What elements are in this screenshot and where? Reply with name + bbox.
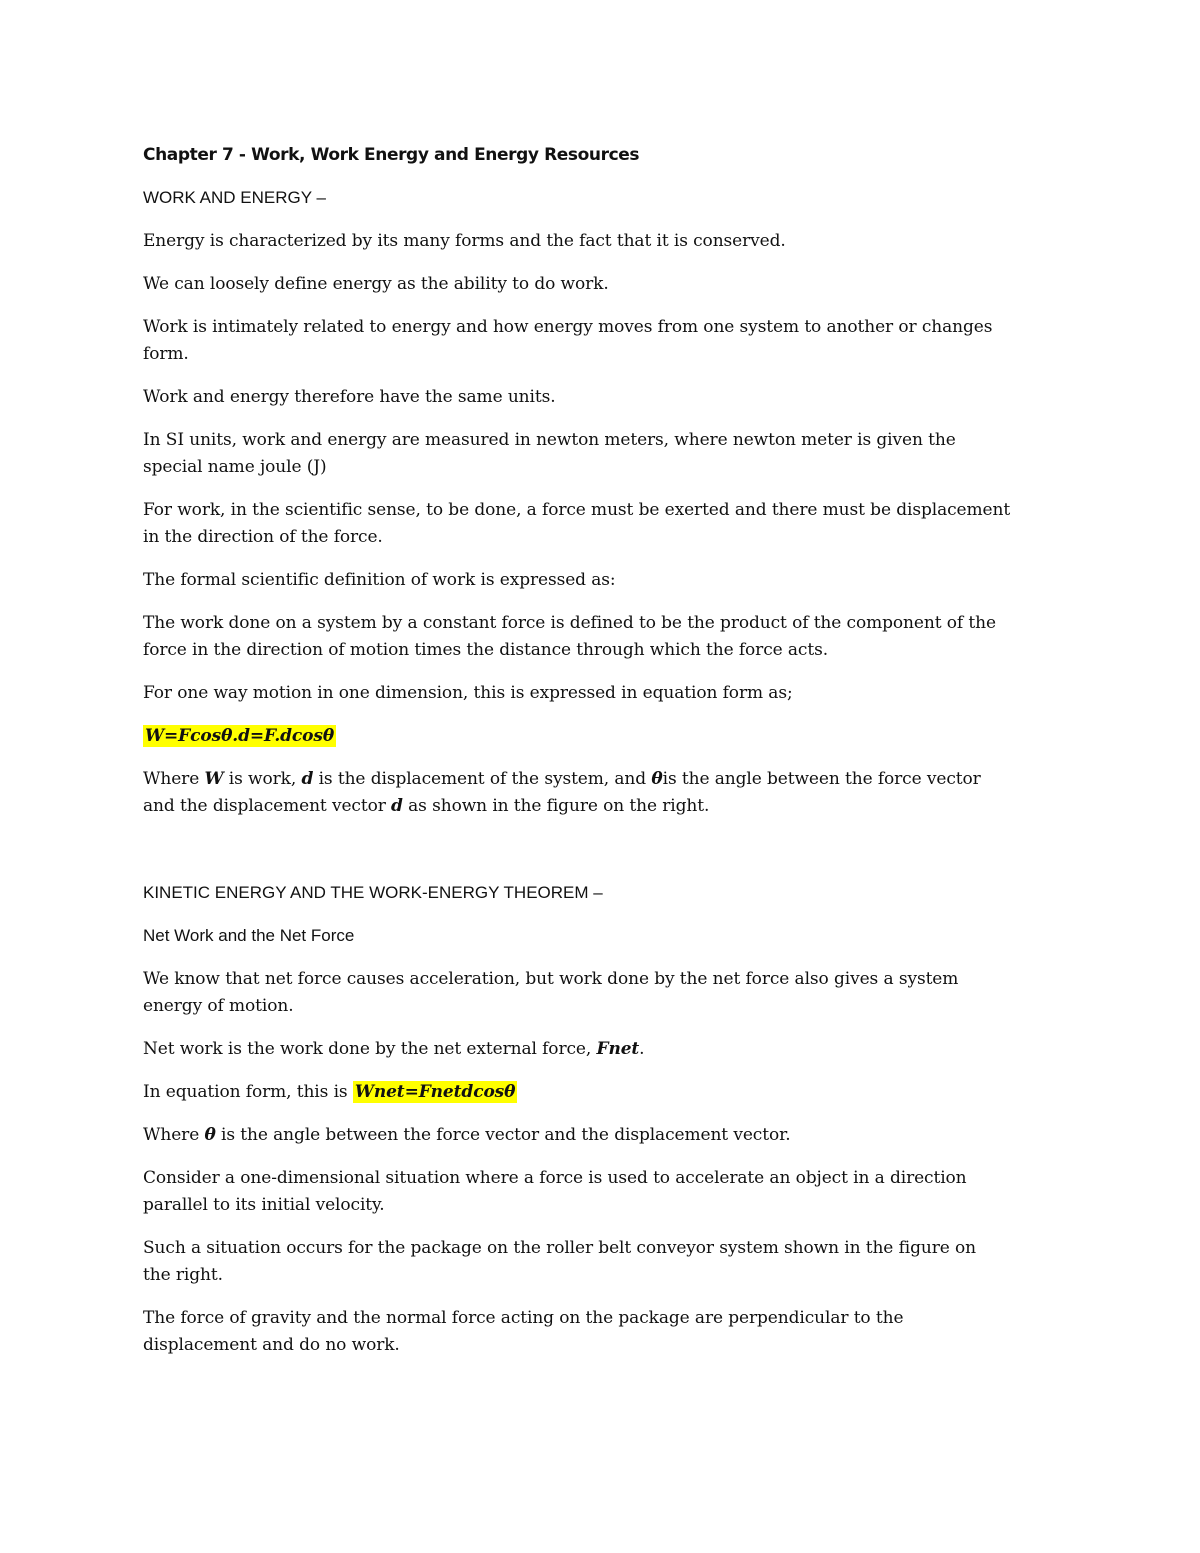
- paragraph: parallel to its initial velocity.: [143, 1195, 385, 1215]
- paragraph: Work and energy therefore have the same units.: [143, 387, 556, 407]
- paragraph: The work done on a system by a constant force is defined to be the product of the component of the: [143, 613, 996, 633]
- paragraph: Energy is characterized by its many forms and the fact that it is conserved.: [143, 231, 786, 251]
- paragraph: [143, 1125, 791, 1145]
- section-heading-kinetic-energy: KINETIC ENERGY AND THE WORK-ENERGY THEOREM –: [143, 883, 603, 902]
- math-symbol: θ: [651, 769, 663, 789]
- math-symbol: d: [391, 796, 403, 816]
- paragraph: We know that net force causes acceleration, but work done by the net force also gives a system: [143, 969, 959, 989]
- text-run: .: [639, 1039, 645, 1059]
- paragraph: force in the direction of motion times the distance through which the force acts.: [143, 640, 828, 660]
- paragraph: the right.: [143, 1265, 223, 1285]
- paragraph: [143, 1082, 517, 1102]
- text-run: and the displacement vector: [143, 796, 392, 816]
- text-run: is work,: [223, 769, 302, 789]
- paragraph: The force of gravity and the normal force acting on the package are perpendicular to the: [143, 1308, 904, 1328]
- text-run: Where: [143, 1125, 205, 1145]
- text-run: Net work is the work done by the net external force,: [143, 1039, 597, 1059]
- text-run: In equation form, this is: [143, 1082, 353, 1102]
- math-symbol: θ: [204, 1125, 216, 1145]
- paragraph: In SI units, work and energy are measured in newton meters, where newton meter is given the: [143, 430, 956, 450]
- text-run: is the angle between the force vector and the displacement vector.: [215, 1125, 791, 1145]
- section-heading-work-energy: WORK AND ENERGY –: [143, 188, 326, 207]
- math-symbol: W: [204, 769, 224, 789]
- paragraph: displacement and do no work.: [143, 1335, 400, 1355]
- paragraph: For one way motion in one dimension, this is expressed in equation form as;: [143, 683, 793, 703]
- math-symbol: d: [301, 769, 314, 789]
- work-equation-line: [143, 726, 336, 746]
- paragraph: Work is intimately related to energy and how energy moves from one system to another or changes: [143, 317, 993, 337]
- paragraph: [143, 769, 981, 789]
- paragraph: energy of motion.: [143, 996, 294, 1016]
- text-run: is the angle between the force vector: [662, 769, 981, 789]
- subheading-net-work: Net Work and the Net Force: [143, 926, 355, 945]
- paragraph: form.: [143, 344, 189, 364]
- paragraph: in the direction of the force.: [143, 527, 383, 547]
- paragraph: The formal scientific definition of work is expressed as:: [143, 570, 616, 590]
- paragraph: special name joule (J): [143, 457, 327, 477]
- paragraph: [143, 796, 709, 816]
- paragraph: Such a situation occurs for the package on the roller belt conveyor system shown in the figure on: [143, 1238, 977, 1258]
- text-run: is the displacement of the system, and: [313, 769, 652, 789]
- paragraph: We can loosely define energy as the ability to do work.: [143, 274, 609, 294]
- highlighted-equation: W=Fcosθ.d=F.dcosθ: [145, 726, 335, 746]
- paragraph: [143, 1039, 644, 1059]
- chapter-title: Chapter 7 - Work, Work Energy and Energy Resources: [143, 145, 640, 165]
- paragraph: Consider a one-dimensional situation where a force is used to accelerate an object in a direction: [143, 1168, 967, 1188]
- math-symbol: Fnet: [596, 1039, 640, 1059]
- highlighted-equation: Wnet=Fnetdcosθ: [354, 1082, 516, 1102]
- paragraph: For work, in the scientific sense, to be done, a force must be exerted and there must be displacement: [143, 500, 1011, 520]
- text-run: Where: [143, 769, 205, 789]
- text-run: as shown in the figure on the right.: [402, 796, 710, 816]
